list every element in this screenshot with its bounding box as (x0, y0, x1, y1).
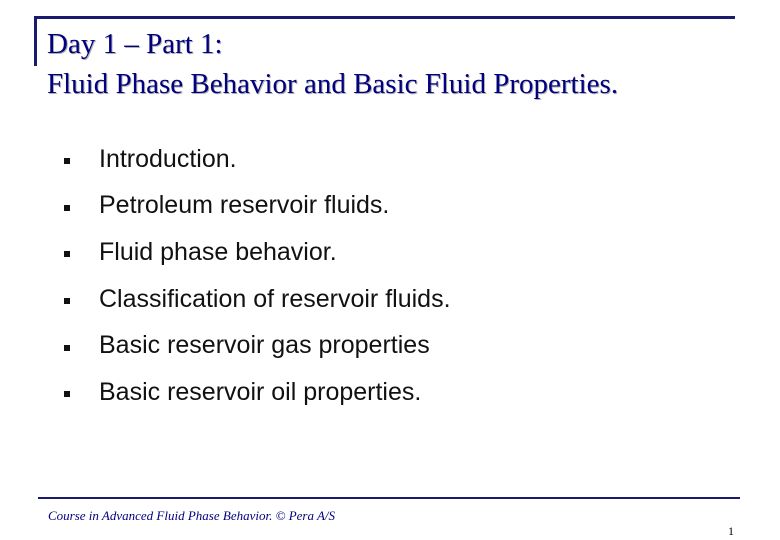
footer-course-text: Course in Advanced Fluid Phase Behavior. © Pera A/S (48, 508, 336, 523)
slide-subtitle-text: Fluid Phase Behavior and Basic Fluid Properties. (47, 68, 619, 100)
page-number: 1 (728, 524, 734, 538)
bullet-item-gas-properties (64, 322, 451, 369)
bullet-item-phase-behavior (64, 229, 451, 276)
bullet-text: Introduction. (99, 144, 237, 173)
bullet-list (64, 136, 451, 416)
square-bullet-icon (64, 298, 70, 304)
bullet-text: Petroleum reservoir fluids. (99, 191, 390, 220)
square-bullet-icon (64, 391, 70, 397)
square-bullet-icon (64, 345, 70, 351)
bullet-item-oil-properties (64, 369, 451, 416)
bullet-item-introduction (64, 136, 451, 183)
footer-rule (38, 497, 740, 499)
square-bullet-icon (64, 158, 70, 164)
title-frame-top-rule (34, 16, 735, 19)
bullet-item-classification (64, 276, 451, 323)
slide-subtitle (47, 68, 618, 101)
bullet-text: Basic reservoir gas properties (99, 331, 430, 360)
square-bullet-icon (64, 205, 70, 211)
bullet-text: Fluid phase behavior. (99, 237, 337, 266)
slide-title-text: Day 1 – Part 1: (47, 28, 223, 60)
bullet-item-petroleum-fluids (64, 183, 451, 230)
bullet-text: Classification of reservoir fluids. (99, 284, 451, 313)
bullet-text: Basic reservoir oil properties. (99, 377, 422, 406)
title-frame-left-rule (34, 16, 37, 66)
square-bullet-icon (64, 251, 70, 257)
slide-title (47, 28, 223, 61)
